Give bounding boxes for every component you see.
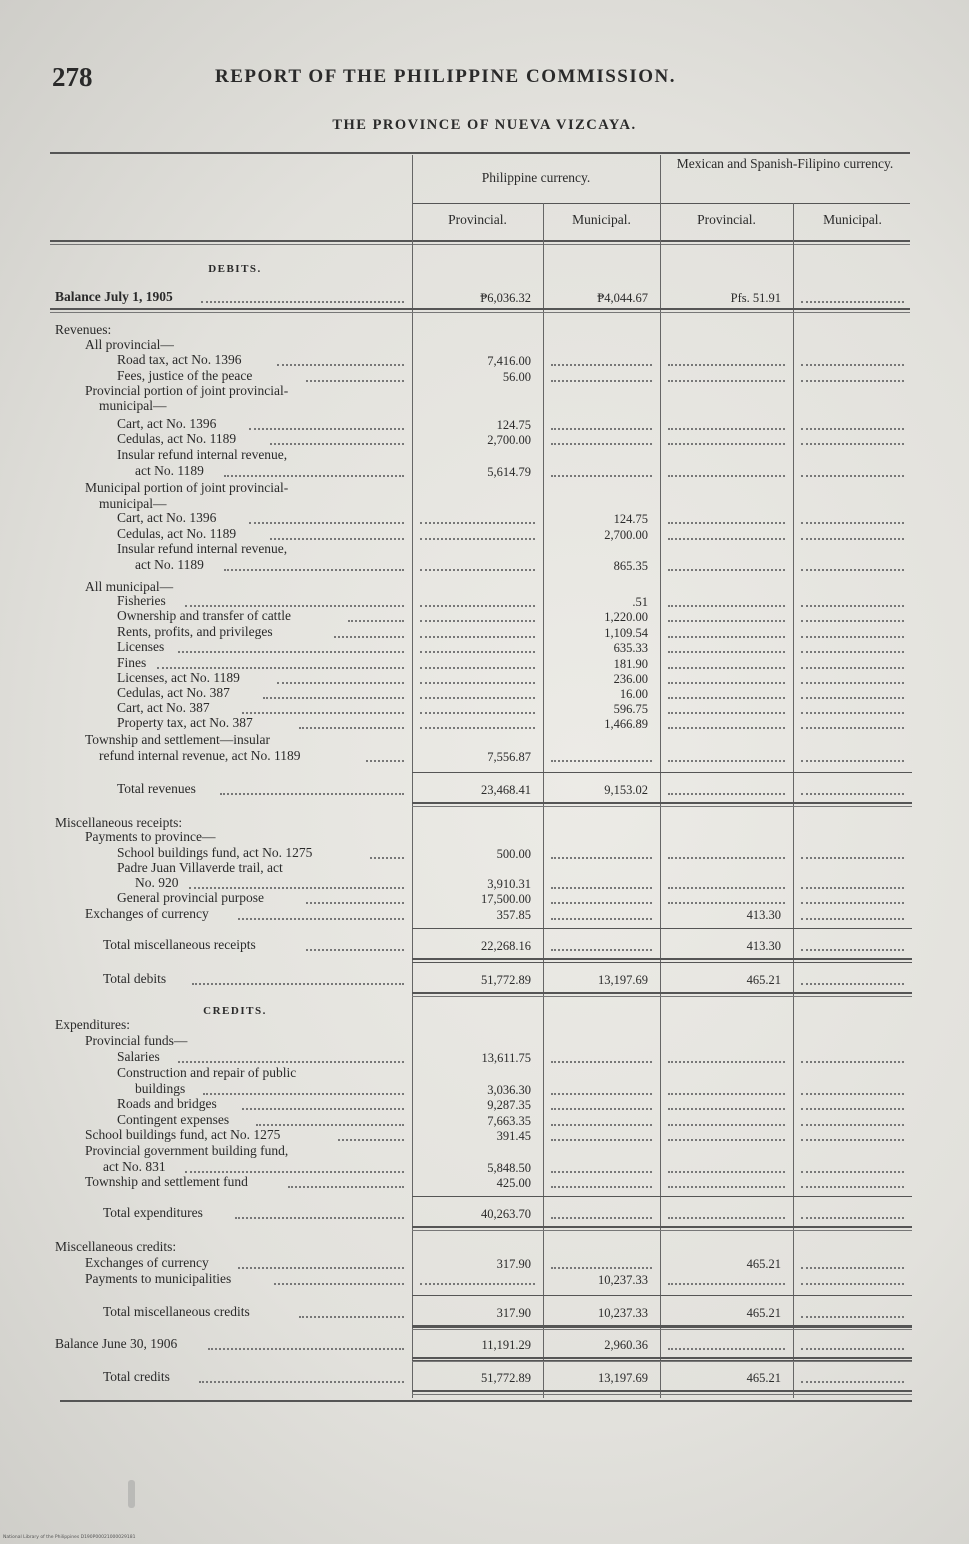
column-divider	[660, 155, 661, 1398]
empty-cell-leader	[801, 651, 904, 653]
total-rule-below	[412, 1329, 912, 1330]
value-cell: 7,663.35	[487, 1114, 531, 1128]
total-rule-below	[412, 802, 912, 804]
dot-leader	[249, 428, 404, 430]
value-cell: 465.21	[746, 973, 781, 987]
empty-cell-leader	[551, 443, 652, 445]
row-label: act No. 1189	[135, 463, 204, 478]
value-cell: 11,191.29	[481, 1338, 531, 1352]
empty-cell-leader	[668, 522, 785, 524]
value-cell: ₱6,036.32	[480, 291, 531, 305]
row-label: No. 920	[135, 875, 179, 890]
value-cell: 181.90	[613, 657, 648, 671]
table-top-rule	[50, 152, 910, 154]
empty-cell-leader	[420, 682, 535, 684]
dot-leader	[299, 1316, 404, 1318]
empty-cell-leader	[801, 428, 904, 430]
row-label: buildings	[135, 1081, 186, 1096]
empty-cell-leader	[801, 605, 904, 607]
empty-cell-leader	[551, 1093, 652, 1095]
empty-cell-leader	[801, 1316, 904, 1318]
empty-cell-leader	[420, 712, 535, 714]
value-cell: 51,772.89	[481, 973, 531, 987]
dot-leader	[270, 538, 404, 540]
total-rule-above	[412, 962, 912, 963]
value-cell: 23,468.41	[481, 783, 531, 797]
empty-cell-leader	[551, 857, 652, 859]
empty-cell-leader	[801, 636, 904, 638]
empty-cell-leader	[801, 1348, 904, 1350]
value-cell: 17,500.00	[481, 892, 531, 906]
ink-smudge	[128, 1480, 135, 1508]
value-cell: 465.21	[746, 1306, 781, 1320]
total-rule-above	[412, 1196, 912, 1197]
dot-leader	[366, 760, 404, 762]
empty-cell-leader	[420, 636, 535, 638]
value-cell: 124.75	[613, 512, 648, 526]
value-cell: 5,614.79	[487, 465, 531, 479]
row-label: Revenues:	[55, 322, 112, 337]
empty-cell-leader	[668, 475, 785, 477]
row-label: Township and settlement fund	[85, 1174, 248, 1189]
row-label: Total miscellaneous credits	[103, 1304, 250, 1319]
empty-cell-leader	[668, 887, 785, 889]
empty-cell-leader	[668, 1124, 785, 1126]
empty-cell-leader	[551, 1139, 652, 1141]
row-label: Cedulas, act No. 387	[117, 685, 230, 700]
dot-leader	[238, 918, 404, 920]
row-label: Construction and repair of public	[117, 1065, 297, 1080]
section-header-debits: DEBITS.	[208, 263, 262, 275]
dot-leader	[192, 983, 404, 985]
value-cell: 317.90	[496, 1257, 531, 1271]
row-label: Roads and bridges	[117, 1096, 217, 1111]
value-cell: 635.33	[613, 641, 648, 655]
empty-cell-leader	[551, 918, 652, 920]
dot-leader	[277, 364, 404, 366]
total-rule-below	[412, 1390, 912, 1392]
row-label: Payments to municipalities	[85, 1271, 232, 1286]
value-cell: 124.75	[496, 418, 531, 432]
empty-cell-leader	[801, 569, 904, 571]
empty-cell-leader	[801, 620, 904, 622]
empty-cell-leader	[551, 949, 652, 951]
empty-cell-leader	[420, 667, 535, 669]
row-label: All municipal—	[85, 579, 174, 594]
empty-cell-leader	[668, 1171, 785, 1173]
empty-cell-leader	[668, 1061, 785, 1063]
section-header-credits: CREDITS.	[203, 1005, 267, 1017]
empty-cell-leader	[801, 364, 904, 366]
table-title: THE PROVINCE OF NUEVA VIZCAYA.	[332, 117, 637, 133]
row-label: General provincial purpose	[117, 890, 264, 905]
row-label: Total credits	[103, 1369, 170, 1384]
dot-leader	[203, 1093, 404, 1095]
empty-cell-leader	[801, 380, 904, 382]
empty-cell-leader	[801, 727, 904, 729]
total-rule-below	[412, 996, 912, 997]
empty-cell-leader	[668, 667, 785, 669]
row-label: Licenses, act No. 1189	[117, 670, 240, 685]
value-cell: 596.75	[613, 702, 648, 716]
empty-cell-leader	[420, 522, 535, 524]
total-rule-below	[412, 1226, 912, 1228]
empty-cell-leader	[801, 667, 904, 669]
empty-cell-leader	[801, 301, 904, 303]
empty-cell-leader	[551, 1108, 652, 1110]
empty-cell-leader	[668, 1093, 785, 1095]
empty-cell-leader	[551, 1267, 652, 1269]
dot-leader	[199, 1381, 404, 1383]
dot-leader	[288, 1186, 404, 1188]
group-header-mexican: Mexican and Spanish-Filipino currency.	[676, 156, 894, 171]
empty-cell-leader	[801, 1283, 904, 1285]
row-label: Balance July 1, 1905	[55, 289, 173, 304]
row-label: Insular refund internal revenue,	[117, 447, 288, 462]
empty-cell-leader	[801, 902, 904, 904]
empty-cell-leader	[801, 1217, 904, 1219]
row-label: Expenditures:	[55, 1017, 130, 1032]
empty-cell-leader	[668, 538, 785, 540]
empty-cell-leader	[551, 902, 652, 904]
value-cell: 2,960.36	[604, 1338, 648, 1352]
empty-cell-leader	[668, 364, 785, 366]
row-label: Rents, profits, and privileges	[117, 624, 273, 639]
row-label: municipal—	[99, 398, 167, 413]
value-cell: 1,220.00	[604, 610, 648, 624]
dot-leader	[185, 605, 404, 607]
column-divider	[543, 203, 544, 1398]
dot-leader	[224, 475, 404, 477]
column-header: Provincial.	[697, 212, 756, 227]
empty-cell-leader	[801, 949, 904, 951]
empty-cell-leader	[668, 727, 785, 729]
row-label: Fisheries	[117, 593, 166, 608]
dot-leader	[157, 667, 405, 669]
dot-leader	[274, 1283, 404, 1285]
empty-cell-leader	[668, 902, 785, 904]
row-label: Property tax, act No. 387	[117, 715, 253, 730]
empty-cell-leader	[801, 1267, 904, 1269]
total-rule-above	[412, 1295, 912, 1296]
empty-cell-leader	[668, 428, 785, 430]
row-label: Provincial portion of joint provincial-	[85, 383, 289, 398]
row-label: Miscellaneous credits:	[55, 1239, 177, 1254]
empty-cell-leader	[801, 538, 904, 540]
value-cell: 5,848.50	[487, 1161, 531, 1175]
row-label: Provincial funds—	[85, 1033, 188, 1048]
value-cell: 7,556.87	[487, 750, 531, 764]
empty-cell-leader	[551, 364, 652, 366]
empty-cell-leader	[668, 712, 785, 714]
total-rule-below	[412, 1394, 912, 1395]
empty-cell-leader	[551, 380, 652, 382]
dot-leader	[201, 301, 404, 303]
value-cell: 317.90	[496, 1306, 531, 1320]
row-label: Exchanges of currency	[85, 1255, 209, 1270]
dot-leader	[306, 902, 404, 904]
value-cell: 465.21	[746, 1371, 781, 1385]
value-cell: 3,036.30	[487, 1083, 531, 1097]
row-label: Insular refund internal revenue,	[117, 541, 288, 556]
row-label: Balance June 30, 1906	[55, 1336, 178, 1351]
group-header-rule	[412, 203, 910, 204]
value-cell: 3,910.31	[487, 877, 531, 891]
row-label: Miscellaneous receipts:	[55, 815, 183, 830]
row-label: Contingent expenses	[117, 1112, 230, 1127]
empty-cell-leader	[801, 1093, 904, 1095]
value-cell: 9,153.02	[604, 783, 648, 797]
dot-leader	[242, 1108, 404, 1110]
empty-cell-leader	[801, 522, 904, 524]
dot-leader	[220, 793, 404, 795]
empty-cell-leader	[801, 983, 904, 985]
value-cell: 56.00	[502, 370, 531, 384]
dot-leader	[242, 712, 404, 714]
value-cell: 391.45	[496, 1129, 531, 1143]
total-rule-above	[412, 928, 912, 929]
empty-cell-leader	[801, 1139, 904, 1141]
empty-cell-leader	[668, 857, 785, 859]
empty-cell-leader	[801, 475, 904, 477]
total-rule-below	[412, 1230, 912, 1231]
dot-leader	[263, 697, 404, 699]
empty-cell-leader	[801, 1061, 904, 1063]
header-bottom-rule	[50, 240, 910, 242]
empty-cell-leader	[801, 857, 904, 859]
group-header-philippine: Philippine currency.	[481, 170, 591, 185]
row-label: School buildings fund, act No. 1275	[117, 845, 313, 860]
empty-cell-leader	[551, 887, 652, 889]
empty-cell-leader	[551, 1171, 652, 1173]
dot-leader	[185, 1171, 404, 1173]
total-rule-above	[412, 1327, 912, 1328]
row-label: Cart, act No. 1396	[117, 510, 217, 525]
dot-leader	[189, 887, 404, 889]
value-cell: 10,237.33	[598, 1306, 648, 1320]
row-label: School buildings fund, act No. 1275	[85, 1127, 281, 1142]
empty-cell-leader	[668, 443, 785, 445]
empty-cell-leader	[420, 569, 535, 571]
empty-cell-leader	[420, 651, 535, 653]
value-cell: 425.00	[496, 1176, 531, 1190]
dot-leader	[208, 1348, 404, 1350]
value-cell: 2,700.00	[487, 433, 531, 447]
empty-cell-leader	[668, 620, 785, 622]
empty-cell-leader	[668, 651, 785, 653]
total-rule-below	[412, 1357, 912, 1359]
row-label: Fines	[117, 655, 147, 670]
empty-cell-leader	[420, 538, 535, 540]
empty-cell-leader	[801, 443, 904, 445]
dot-leader	[299, 727, 405, 729]
empty-cell-leader	[801, 1108, 904, 1110]
empty-cell-leader	[668, 682, 785, 684]
empty-cell-leader	[668, 1283, 785, 1285]
column-header: Municipal.	[823, 212, 882, 227]
row-label: Salaries	[117, 1049, 160, 1064]
empty-cell-leader	[420, 1283, 535, 1285]
row-label: Cart, act No. 1396	[117, 416, 217, 431]
row-label: Payments to province—	[85, 829, 216, 844]
page-number: 278	[52, 62, 93, 92]
empty-cell-leader	[801, 1186, 904, 1188]
row-label: municipal—	[99, 496, 167, 511]
value-cell: Pfs. 51.91	[730, 291, 781, 305]
row-label: Total debits	[103, 971, 167, 986]
balance-rule	[50, 308, 910, 310]
value-cell: 413.30	[746, 908, 781, 922]
dot-leader	[306, 380, 404, 382]
total-rule-below	[412, 806, 912, 807]
row-label: Township and settlement—insular	[85, 732, 271, 747]
empty-cell-leader	[668, 569, 785, 571]
value-cell: 10,237.33	[598, 1273, 648, 1287]
empty-cell-leader	[551, 1124, 652, 1126]
empty-cell-leader	[420, 605, 535, 607]
empty-cell-leader	[668, 793, 785, 795]
dot-leader	[178, 1061, 404, 1063]
value-cell: 13,197.69	[598, 973, 648, 987]
empty-cell-leader	[420, 727, 535, 729]
row-label: Provincial government building fund,	[85, 1143, 289, 1158]
value-cell: 413.30	[746, 939, 781, 953]
row-label: Cedulas, act No. 1189	[117, 526, 237, 541]
row-label: All provincial—	[85, 337, 174, 352]
empty-cell-leader	[668, 380, 785, 382]
row-label: Exchanges of currency	[85, 906, 209, 921]
value-cell: 22,268.16	[481, 939, 531, 953]
dot-leader	[235, 1217, 404, 1219]
total-rule-above	[412, 1360, 912, 1361]
value-cell: 9,287.35	[487, 1098, 531, 1112]
dot-leader	[370, 857, 405, 859]
value-cell: 236.00	[613, 672, 648, 686]
running-head: REPORT OF THE PHILIPPINE COMMISSION.	[215, 66, 677, 87]
row-label: Total miscellaneous receipts	[103, 937, 256, 952]
table-bottom-rule	[60, 1400, 912, 1402]
dot-leader	[306, 949, 404, 951]
row-label: refund internal revenue, act No. 1189	[99, 748, 301, 763]
column-header: Municipal.	[572, 212, 631, 227]
row-label: act No. 831	[103, 1159, 166, 1174]
dot-leader	[277, 682, 404, 684]
dot-leader	[178, 651, 404, 653]
row-label: Total expenditures	[103, 1205, 203, 1220]
value-cell: 51,772.89	[481, 1371, 531, 1385]
balance-rule	[50, 312, 910, 313]
value-cell: 2,700.00	[604, 528, 648, 542]
dot-leader	[256, 1124, 404, 1126]
value-cell: 13,197.69	[598, 1371, 648, 1385]
row-label: Cedulas, act No. 1189	[117, 431, 237, 446]
dot-leader	[270, 443, 404, 445]
value-cell: 16.00	[619, 687, 648, 701]
column-divider	[793, 203, 794, 1398]
dot-leader	[334, 636, 404, 638]
empty-cell-leader	[668, 636, 785, 638]
value-cell: 1,466.89	[604, 717, 648, 731]
empty-cell-leader	[551, 428, 652, 430]
empty-cell-leader	[801, 712, 904, 714]
value-cell: .51	[632, 595, 648, 609]
row-label: Total revenues	[117, 781, 196, 796]
row-label: Cart, act No. 387	[117, 700, 210, 715]
empty-cell-leader	[801, 887, 904, 889]
value-cell: 500.00	[496, 847, 531, 861]
value-cell: 7,416.00	[487, 354, 531, 368]
dot-leader	[249, 522, 404, 524]
total-rule-below	[412, 992, 912, 994]
dot-leader	[338, 1139, 405, 1141]
row-label: Fees, justice of the peace	[117, 368, 253, 383]
value-cell: ₱4,044.67	[597, 291, 648, 305]
scan-footer: National Library of the Philippines D190P00021000029181	[3, 1535, 136, 1540]
row-label: Padre Juan Villaverde trail, act	[117, 860, 283, 875]
total-rule-below	[412, 1361, 912, 1362]
value-cell: 865.35	[613, 559, 648, 573]
empty-cell-leader	[668, 760, 785, 762]
empty-cell-leader	[551, 475, 652, 477]
empty-cell-leader	[801, 1124, 904, 1126]
empty-cell-leader	[801, 1171, 904, 1173]
empty-cell-leader	[801, 1381, 904, 1383]
value-cell: 1,109.54	[604, 626, 648, 640]
empty-cell-leader	[668, 1348, 785, 1350]
empty-cell-leader	[668, 1139, 785, 1141]
empty-cell-leader	[551, 1061, 652, 1063]
empty-cell-leader	[420, 620, 535, 622]
empty-cell-leader	[668, 1186, 785, 1188]
row-label: Ownership and transfer of cattle	[117, 608, 291, 623]
row-label: Road tax, act No. 1396	[117, 352, 242, 367]
row-label: Licenses	[117, 639, 165, 654]
empty-cell-leader	[668, 697, 785, 699]
row-label: Municipal portion of joint provincial-	[85, 480, 289, 495]
dot-leader	[224, 569, 404, 571]
total-rule-below	[412, 958, 912, 960]
empty-cell-leader	[668, 605, 785, 607]
empty-cell-leader	[551, 1217, 652, 1219]
empty-cell-leader	[668, 1108, 785, 1110]
empty-cell-leader	[551, 1186, 652, 1188]
value-cell: 13,611.75	[481, 1051, 531, 1065]
empty-cell-leader	[801, 760, 904, 762]
empty-cell-leader	[801, 697, 904, 699]
header-bottom-rule	[50, 244, 910, 245]
empty-cell-leader	[801, 682, 904, 684]
value-cell: 40,263.70	[481, 1207, 531, 1221]
total-rule-above	[412, 772, 912, 773]
column-header: Provincial.	[448, 212, 507, 227]
empty-cell-leader	[420, 697, 535, 699]
empty-cell-leader	[801, 793, 904, 795]
value-cell: 357.85	[496, 908, 531, 922]
dot-leader	[348, 620, 404, 622]
row-label: act No. 1189	[135, 557, 204, 572]
empty-cell-leader	[801, 918, 904, 920]
empty-cell-leader	[668, 1217, 785, 1219]
empty-cell-leader	[551, 760, 652, 762]
value-cell: 465.21	[746, 1257, 781, 1271]
dot-leader	[238, 1267, 404, 1269]
